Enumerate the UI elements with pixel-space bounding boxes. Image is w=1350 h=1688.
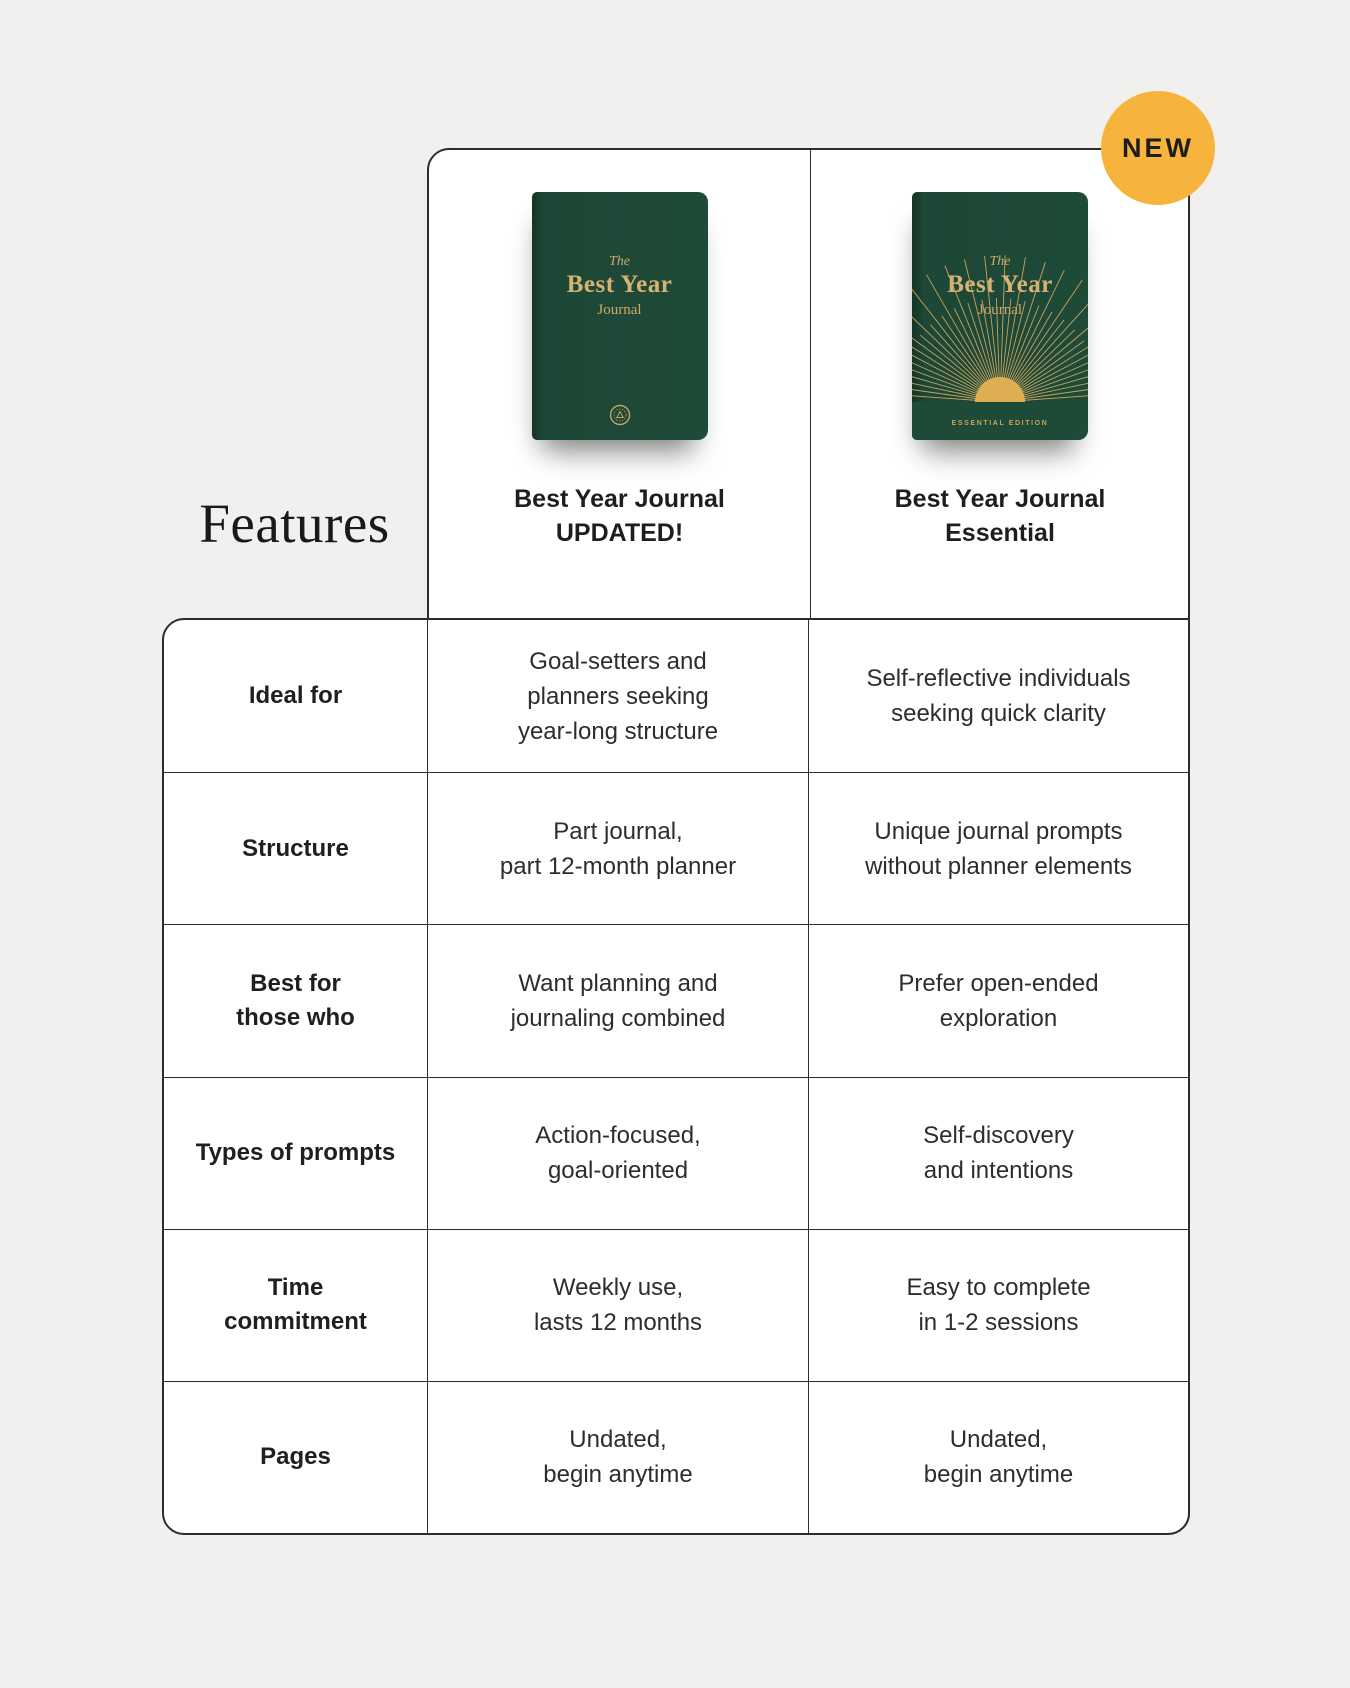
updated-value-cell: [427, 1381, 808, 1533]
product-variant-label: Essential: [945, 519, 1055, 547]
cover-line-the: The: [609, 254, 630, 269]
new-badge: [1101, 91, 1215, 205]
features-heading: Features: [199, 493, 390, 554]
feature-label: Structure: [242, 834, 349, 862]
cover-line-the: The: [989, 254, 1011, 269]
cell-value: Self-reflective individuals seeking quick clarity: [866, 665, 1131, 728]
essential-value-cell: [808, 924, 1188, 1076]
cover-line-journal: Journal: [977, 302, 1023, 318]
feature-label-cell: [164, 1381, 427, 1533]
product-variant-label: UPDATED!: [555, 519, 684, 547]
feature-label-cell: [164, 1077, 427, 1229]
feature-label: Types of prompts: [195, 1139, 396, 1167]
book-cover-title: [912, 254, 1088, 320]
updated-value-cell: [427, 1229, 808, 1381]
cover-line-bestyear: Best Year: [947, 271, 1053, 298]
cell-value: Prefer open-ended exploration: [898, 969, 1099, 1032]
cell-value: Goal-setters and planners seeking year-long structure: [517, 647, 719, 745]
essential-value-cell: [808, 620, 1188, 772]
feature-label-cell: [164, 924, 427, 1076]
cell-value: Undated, begin anytime: [923, 1426, 1074, 1489]
feature-label: Best for those who: [236, 969, 355, 1031]
product-name: Best Year Journal: [894, 485, 1106, 513]
feature-label-cell: [164, 772, 427, 924]
product-title-essential: [812, 482, 1188, 550]
cover-line-bestyear: Best Year: [566, 271, 673, 298]
updated-value-cell: [427, 1077, 808, 1229]
feature-label-cell: [164, 620, 427, 772]
feature-label: Ideal for: [248, 682, 343, 710]
updated-value-cell: [427, 620, 808, 772]
cell-value: Undated, begin anytime: [543, 1426, 693, 1489]
updated-value-cell: [427, 772, 808, 924]
product-header-updated: [429, 150, 810, 620]
cell-value: Want planning and journaling combined: [510, 969, 726, 1032]
feature-label: Pages: [260, 1443, 331, 1471]
product-header-essential: [812, 150, 1188, 620]
book-cover-updated-image: [532, 192, 708, 440]
updated-value-cell: [427, 924, 808, 1076]
product-title-updated: [429, 482, 810, 550]
essential-value-cell: [808, 772, 1188, 924]
cell-value: Easy to complete in 1-2 sessions: [906, 1274, 1091, 1337]
feature-table: [162, 618, 1190, 1535]
feature-label-cell: [164, 1229, 427, 1381]
product-name: Best Year Journal: [514, 485, 725, 513]
edition-caption: ESSENTIAL EDITION: [951, 420, 1049, 427]
cell-value: Weekly use, lasts 12 months: [533, 1274, 703, 1337]
cell-value: Action-focused, goal-oriented: [535, 1122, 701, 1185]
book-cover-title: [532, 254, 708, 320]
feature-label: Time commitment: [224, 1274, 367, 1336]
new-badge-label: NEW: [1122, 132, 1194, 163]
wreath-emblem-icon: [607, 402, 633, 428]
essential-value-cell: [808, 1077, 1188, 1229]
essential-value-cell: [808, 1381, 1188, 1533]
cell-value: Part journal, part 12-month planner: [499, 817, 737, 880]
essential-value-cell: [808, 1229, 1188, 1381]
cover-line-journal: Journal: [597, 302, 642, 318]
book-cover-essential-image: [912, 192, 1088, 440]
cell-value: Self-discovery and intentions: [923, 1122, 1074, 1185]
cell-value: Unique journal prompts without planner elements: [865, 817, 1132, 880]
